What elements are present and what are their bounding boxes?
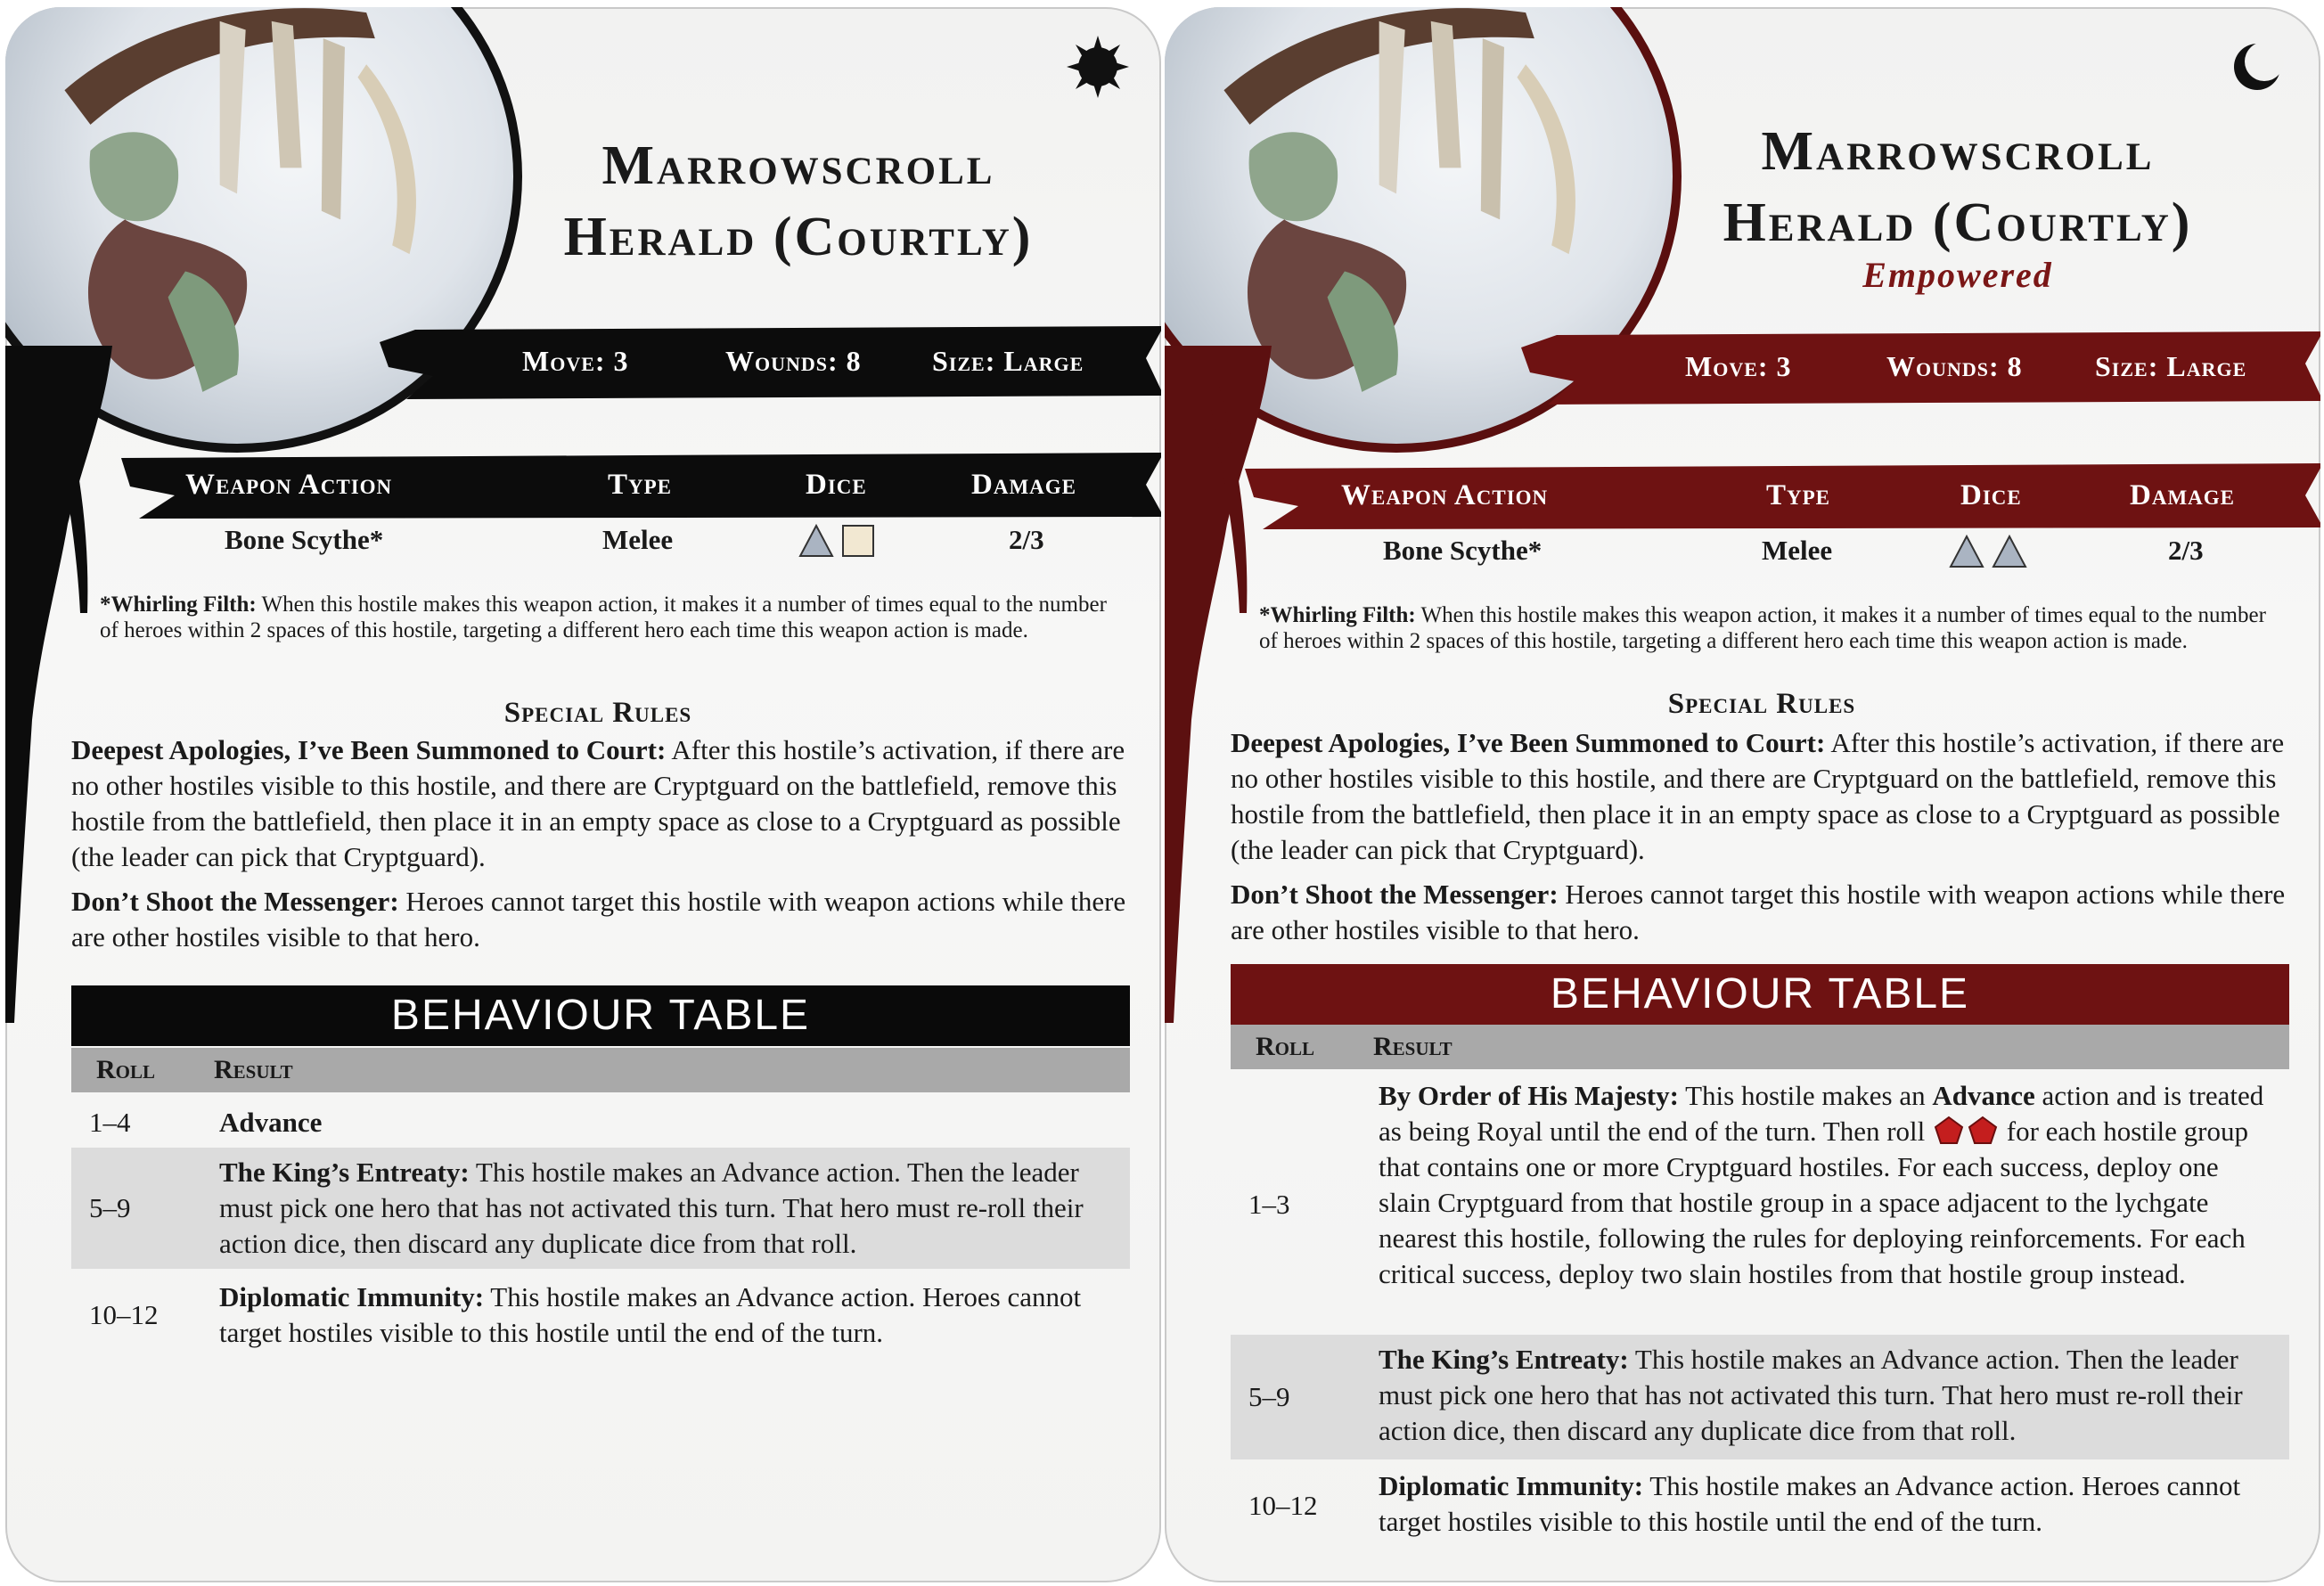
footnote-label: *Whirling Filth: [100,593,257,617]
row-label: Diplomatic Immunity: [219,1281,485,1312]
footnote-text: When this hostile makes this weapon action, it makes it a number of times equal to the number of heroes within 2 spaces of this hostile, targeting a different hero each time this weapon action is made. [1259,603,2266,653]
header-weapon-action: Weapon Action [1341,478,1549,511]
footnote-text: When this hostile makes this weapon action, it makes it a number of times equal to the number of heroes within 2 spaces of this hostile, targeting a different hero each time this weapon action is made. [100,593,1107,642]
row-label: Diplomatic Immunity: [1379,1470,1644,1501]
header-type: Type [1766,478,1831,511]
triangle-die-icon [1992,535,2027,568]
row-text: This hostile makes an Advance action. Heroes cannot target hostiles visible to this hostile until the end of the turn. [219,1281,1082,1348]
header-type: Type [608,468,673,501]
row-bold: Advance [1932,1080,2035,1111]
square-die-icon [841,524,875,558]
rule-item [71,732,1141,875]
card-subtitle: Empowered [1862,255,2053,295]
card-title [469,130,1128,273]
behaviour-table-header [1231,1025,2289,1069]
stat-move: Move: 3 [522,344,629,377]
rule-item [1231,725,2300,868]
row-label: By Order of His Majesty: [1379,1080,1679,1111]
stat-move: Move: 3 [1685,349,1792,382]
red-pentagon-die-icon [1968,1116,1998,1146]
rule-label: Don’t Shoot the Messenger: [1231,879,1559,910]
rule-item [71,884,1141,955]
header-damage: Damage [2130,478,2235,511]
special-rules-heading: Special Rules [1667,688,1856,720]
weapon-damage: 2/3 [2168,535,2204,566]
title-line-1: Marrowscroll [601,135,995,196]
footnote-label: *Whirling Filth: [1259,603,1416,627]
rule-label: Deepest Apologies, I’ve Been Summoned to Court: [71,734,667,765]
header-dice: Dice [806,468,867,501]
row-roll: 1–3 [1248,1189,1290,1220]
row-text: This hostile makes an Advance action. Heroes cannot target hostiles visible to this hostile until the end of the turn. [1379,1470,2241,1537]
crescent-moon-icon [2224,34,2290,100]
weapon-footnote [100,592,1125,643]
weapon-type: Melee [1762,535,1833,566]
weapon-header-bar [121,451,1161,519]
weapon-name: Bone Scythe* [225,524,384,555]
weapon-name: Bone Scythe* [1383,535,1543,566]
behaviour-table-title: BEHAVIOUR TABLE [71,985,1130,1046]
row-roll: 5–9 [89,1192,131,1223]
row-label: The King’s Entreaty: [1379,1344,1629,1375]
behaviour-row [71,1100,1130,1146]
stat-wounds: Wounds: 8 [725,344,862,377]
stat-wounds: Wounds: 8 [1886,349,2023,382]
rule-text: Heroes cannot target this hostile with weapon actions while there are other hostiles visible to that hero. [1231,879,2286,945]
title-line-2: Herald (Courtly) [1723,192,2193,253]
weapon-damage: 2/3 [1009,524,1044,555]
rule-text: Heroes cannot target this hostile with weapon actions while there are other hostiles visible to that hero. [71,886,1126,952]
row-label: Advance [219,1107,323,1138]
behaviour-table-title: BEHAVIOUR TABLE [1231,964,2289,1025]
special-rules-heading: Special Rules [503,697,692,729]
weapon-row [1165,535,2320,576]
header-result: Result [1373,1032,1452,1061]
title-line-2: Herald (Courtly) [563,207,1034,267]
rule-text: After this hostile’s activation, if there are no other hostiles visible to this hostile, and there are Cryptguard on the battlefield, remove this hostile from the battlefield, then place it in an empty space as close to a Cryptguard as possible (the leader can pick that Cryptguard). [1231,727,2285,865]
header-roll: Roll [1256,1032,1315,1061]
red-pentagon-die-icon [1934,1116,1964,1146]
row-roll: 1–4 [89,1107,131,1138]
weapon-type: Melee [602,524,674,555]
stats-bar [380,323,1161,399]
header-result: Result [214,1055,293,1084]
weapon-footnote [1259,602,2284,654]
special-rules [71,732,1141,964]
row-roll: 5–9 [1248,1381,1290,1412]
sun-burst-icon [1065,34,1131,100]
triangle-die-icon [798,524,834,558]
stat-size: Size: Large [2095,349,2247,382]
header-dice: Dice [1960,478,2022,511]
card-title [1628,116,2287,258]
row-text: This hostile makes an Advance action. Then the leader must pick one hero that has not activated this turn. That hero must re-roll their action dice, then discard any duplicate dice from that roll. [1379,1344,2243,1446]
row-text: This hostile makes an Advance action. Then the leader must pick one hero that has not activated this turn. That hero must re-roll their action dice, then discard any duplicate dice from that roll. [219,1157,1084,1259]
title-line-1: Marrowscroll [1761,121,2155,182]
behaviour-table-header [71,1048,1130,1092]
row-roll: 10–12 [1248,1490,1318,1521]
stat-size: Size: Large [932,344,1084,377]
special-rules [1231,725,2300,957]
weapon-dice [798,524,875,558]
row-roll: 10–12 [89,1299,159,1330]
header-weapon-action: Weapon Action [185,468,393,501]
header-damage: Damage [971,468,1076,501]
weapon-row [5,524,1161,565]
behaviour-row [1231,1463,2289,1549]
header-roll: Roll [96,1055,156,1084]
rule-label: Don’t Shoot the Messenger: [71,886,399,917]
row-label: The King’s Entreaty: [219,1157,470,1188]
hostile-card-standard [5,7,1161,1582]
hostile-card-empowered [1165,7,2320,1582]
behaviour-row [1231,1335,2289,1459]
stats-bar [1521,328,2320,405]
behaviour-row [1231,1075,2289,1333]
rule-text: After this hostile’s activation, if there are no other hostiles visible to this hostile, and there are Cryptguard on the battlefield, remove this hostile from the battlefield, then place it in an empty space as close to a Cryptguard as possible (the leader can pick that Cryptguard). [71,734,1125,872]
row-text: This hostile makes an [1678,1080,1933,1111]
weapon-dice [1949,535,2027,568]
rule-label: Deepest Apologies, I’ve Been Summoned to Court: [1231,727,1826,758]
behaviour-row [71,1272,1130,1358]
behaviour-row [71,1148,1130,1269]
rule-item [1231,877,2300,948]
weapon-header-bar [1245,462,2320,529]
triangle-die-icon [1949,535,1984,568]
row-text: for each hostile group that contains one or more Cryptguard hostiles. For each success, deploy one slain Cryptguard from that hostile group in a space adjacent to the lychgate nearest this hostile, following the rules for deploying reinforcements. For each critical success, deploy two slain hostiles from that hostile group instead. [1379,1116,2248,1289]
row-text: action and is treated as being Royal until the end of the turn. Then roll [1379,1080,2264,1147]
